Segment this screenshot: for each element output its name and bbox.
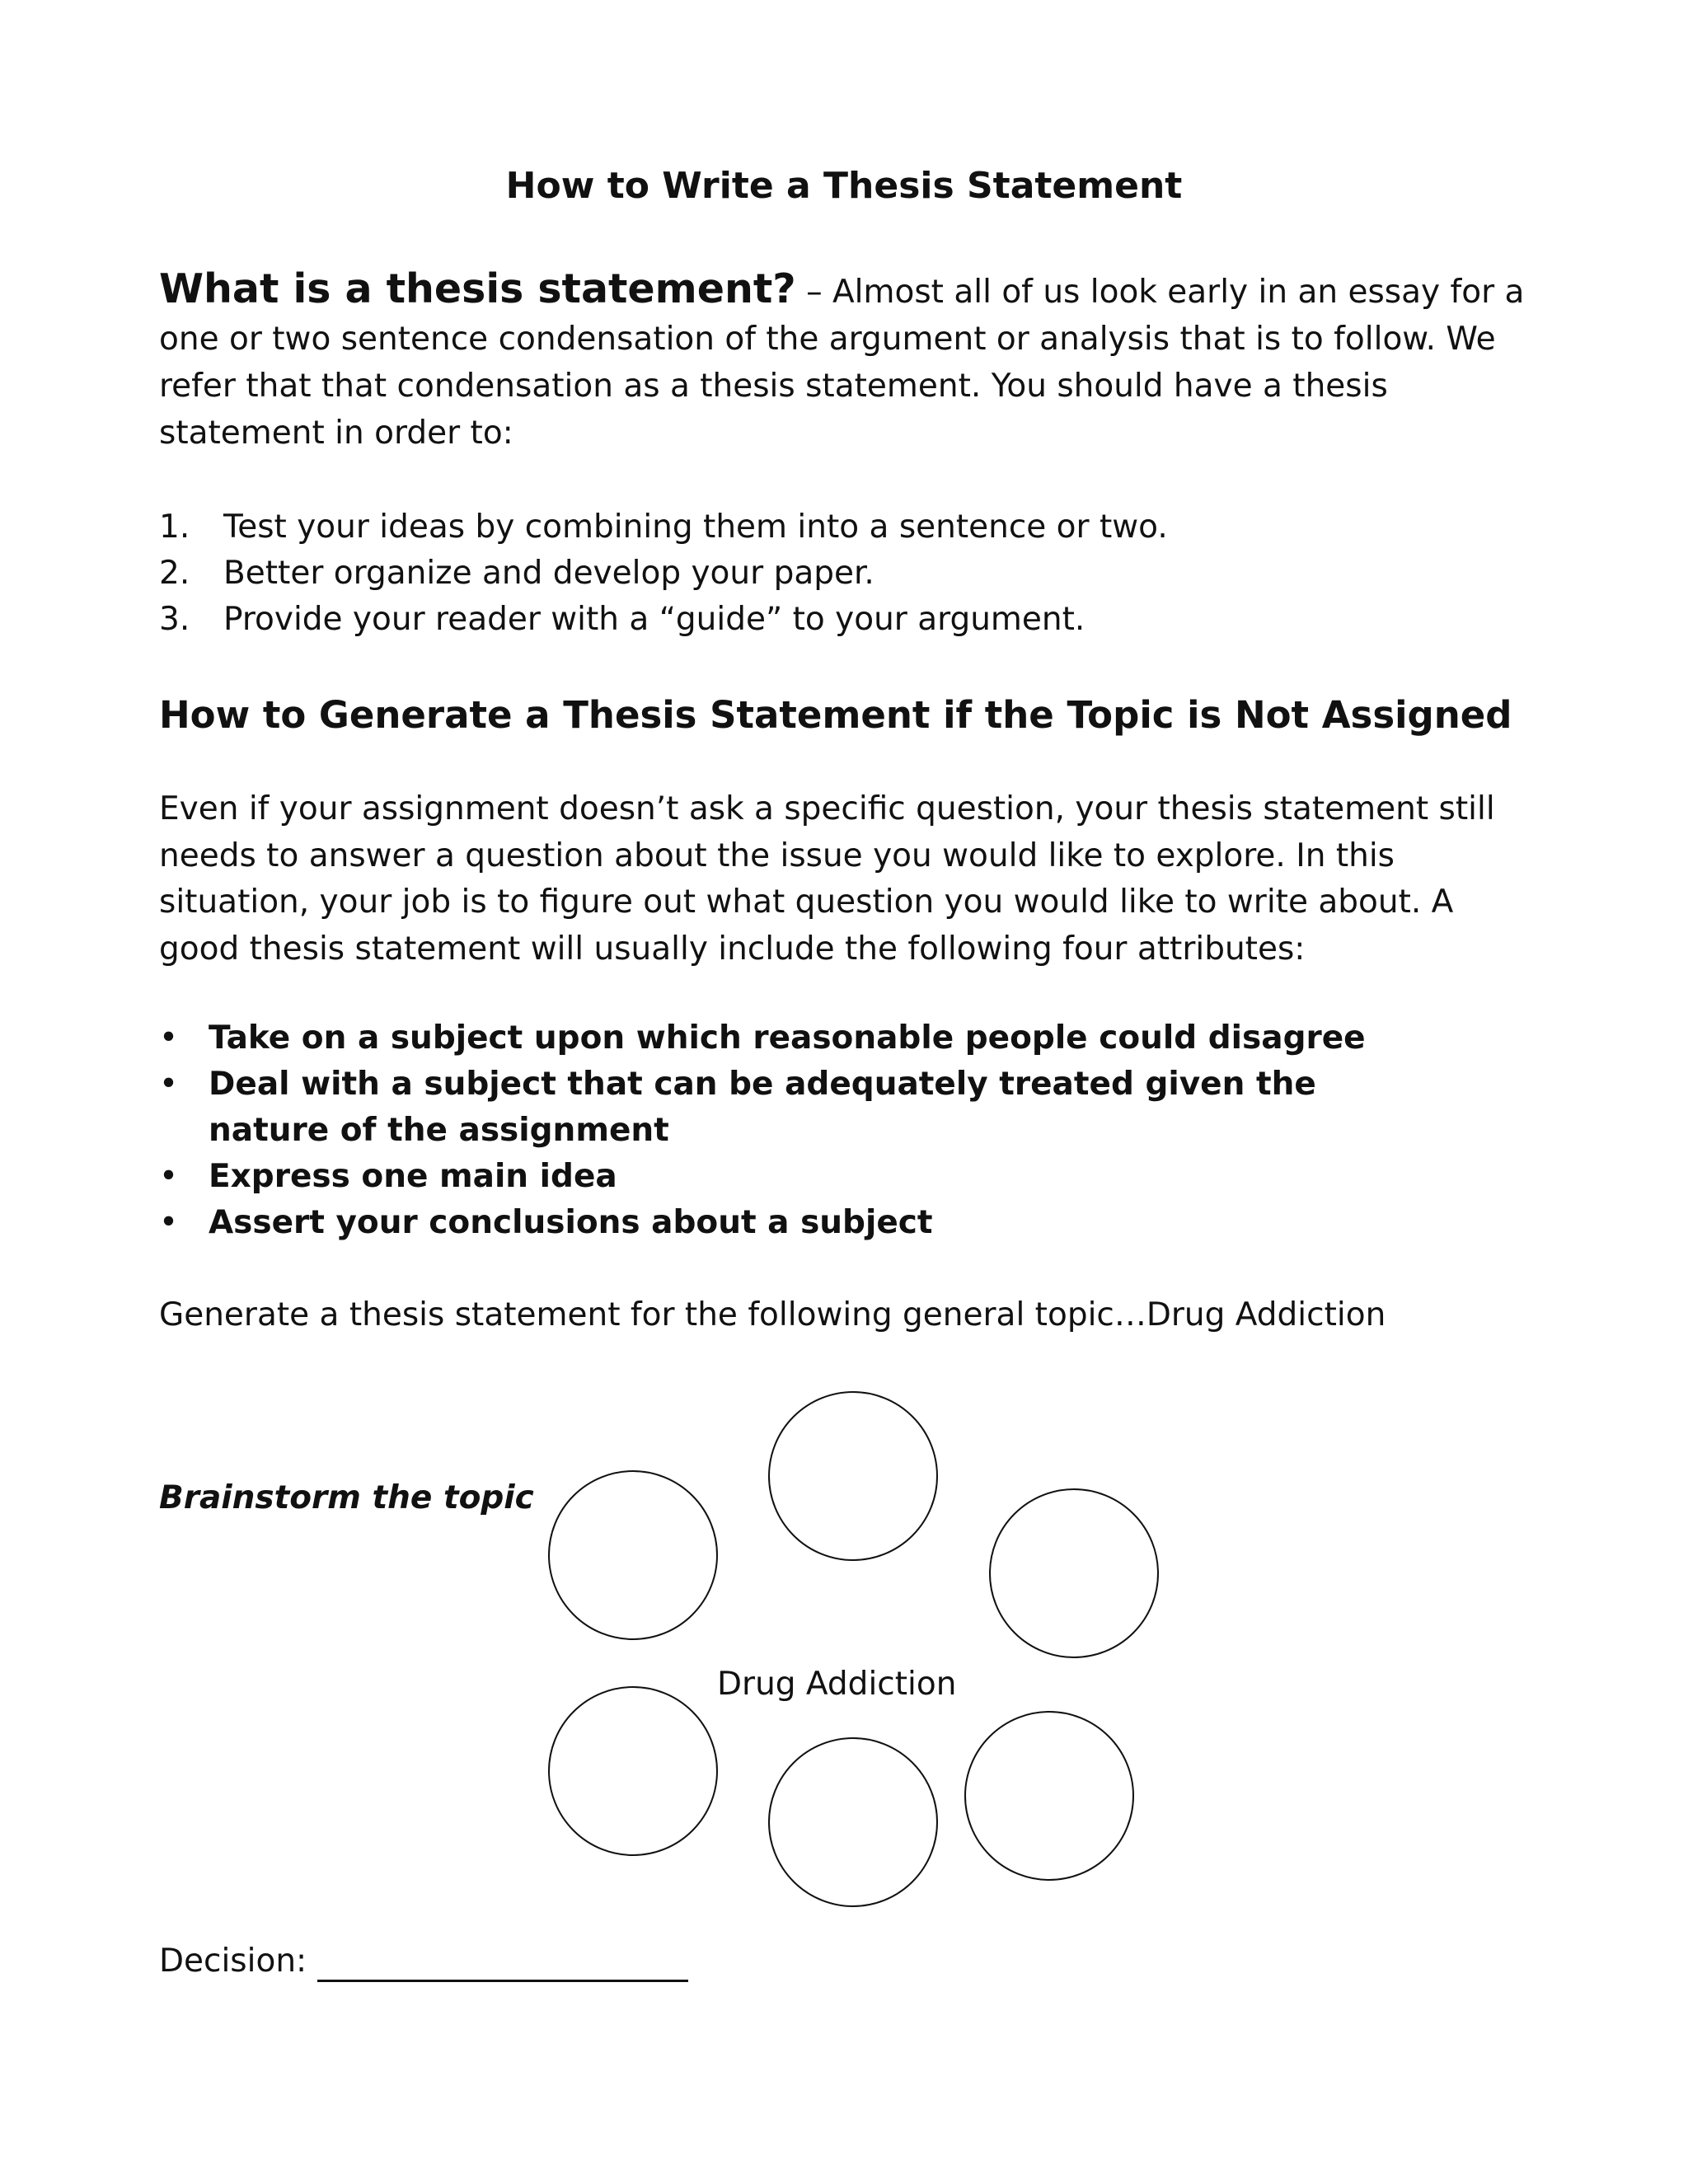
- bullet-item: [159, 1200, 1445, 1246]
- list-item: [159, 504, 1537, 551]
- numbered-list: [159, 504, 1537, 643]
- list-number: 1.: [159, 509, 190, 546]
- list-number: 2.: [159, 555, 190, 592]
- brainstorm-circle-lower-left[interactable]: [548, 1686, 718, 1856]
- center-topic-label: Drug Addiction: [717, 1666, 957, 1703]
- section-heading: How to Generate a Thesis Statement if the Topic is Not Assigned: [159, 693, 1512, 737]
- bullet-icon: •: [159, 1158, 179, 1195]
- bullet-icon: •: [159, 1204, 179, 1241]
- intro-text: Almost all of us look early in an essay for a one or two sentence condensation of the argument or analysis that is to follow. We refer that that condensation as a thesis statement. You should have a thesis statement in order to:: [159, 274, 1525, 452]
- bullet-list: [159, 1015, 1445, 1246]
- decision-blank-line[interactable]: [317, 1980, 688, 1982]
- brainstorm-circle-upper-left[interactable]: [548, 1470, 718, 1640]
- bullet-text: Deal with a subject that can be adequately treated given the nature of the assignment: [209, 1066, 1316, 1149]
- bullet-text: Assert your conclusions about a subject: [209, 1204, 933, 1241]
- list-number: 3.: [159, 601, 190, 638]
- body-paragraph: Even if your assignment doesn’t ask a specific question, your thesis statement still needs to answer a question about the issue you would like to explore. In this situation, your job is to figure out what question you would like to write about. A good thesis statement will usually include the following four attributes:: [159, 790, 1495, 968]
- intro-lead: What is a thesis statement?: [159, 265, 796, 312]
- page-title: How to Write a Thesis Statement: [505, 165, 1183, 207]
- intro-dash: –: [795, 274, 832, 311]
- brainstorm-circle-upper-right[interactable]: [989, 1488, 1159, 1658]
- bullet-text: Take on a subject upon which reasonable people could disagree: [209, 1019, 1366, 1057]
- brainstorm-circle-lower-right[interactable]: [964, 1711, 1134, 1881]
- brainstorm-circle-bottom[interactable]: [768, 1737, 938, 1907]
- list-text: Better organize and develop your paper.: [223, 555, 874, 592]
- bullet-icon: •: [159, 1019, 179, 1057]
- list-text: Provide your reader with a “guide” to your argument.: [223, 601, 1085, 638]
- brainstorm-label: Brainstorm the topic: [159, 1479, 534, 1516]
- topic-prompt: Generate a thesis statement for the following general topic…Drug Addiction: [159, 1296, 1386, 1333]
- list-item: [159, 597, 1537, 643]
- bullet-item: [159, 1062, 1445, 1154]
- bullet-item: [159, 1154, 1445, 1200]
- bullet-icon: •: [159, 1066, 179, 1103]
- intro-paragraph: [159, 265, 1537, 457]
- list-text: Test your ideas by combining them into a sentence or two.: [223, 509, 1168, 546]
- bullet-text: Express one main idea: [209, 1158, 617, 1195]
- brainstorm-circle-top[interactable]: [768, 1391, 938, 1561]
- list-item: [159, 551, 1537, 597]
- decision-label: Decision:: [159, 1943, 307, 1980]
- bullet-item: [159, 1015, 1445, 1062]
